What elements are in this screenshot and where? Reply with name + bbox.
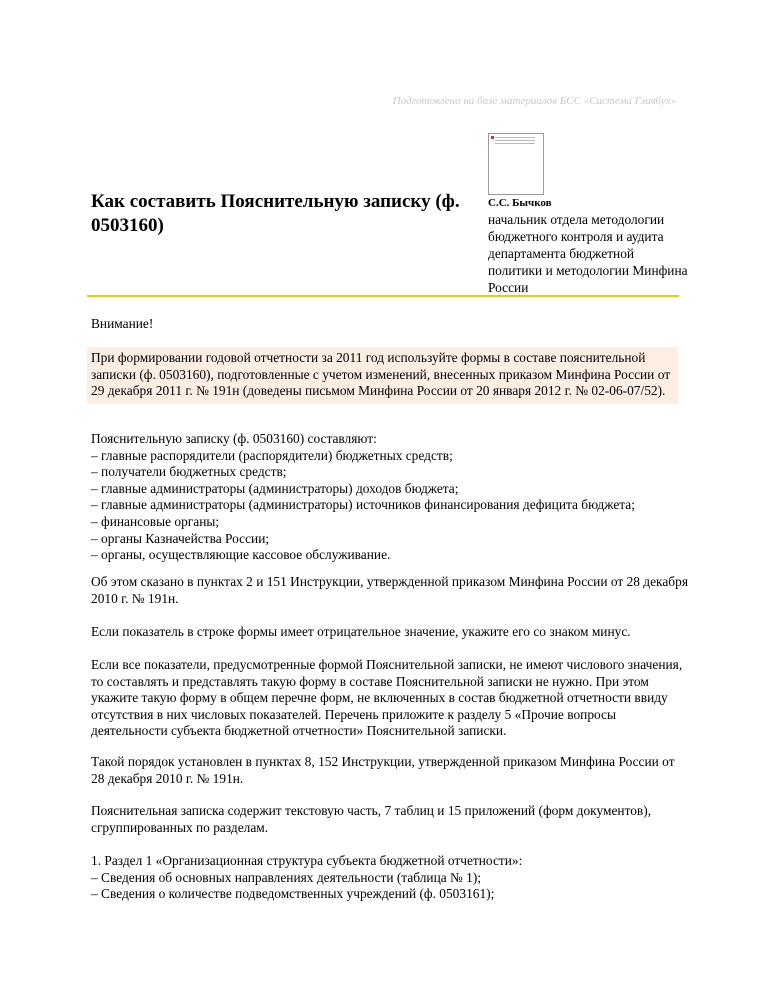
author-photo <box>488 133 544 195</box>
paragraph: Об этом сказано в пунктах 2 и 151 Инструкции, утвержденной приказом Минфина России от 28 декабря 2010 г. № 191н. <box>91 574 688 606</box>
list-item: – получатели бюджетных средств; <box>91 464 287 480</box>
list-item: – Сведения о количестве подведомственных учреждений (ф. 0503161); <box>91 886 495 902</box>
section-1 <box>91 853 691 903</box>
list-item: – Сведения об основных направлениях деятельности (таблица № 1); <box>91 869 482 885</box>
header-note: Подготовлено на базе материалов БСС «Система Главбух» <box>392 95 676 107</box>
paragraph: Пояснительная записка содержит текстовую часть, 7 таблиц и 15 приложений (форм документов), сгруппированных по разделам. <box>91 803 652 835</box>
divider <box>87 295 679 297</box>
list-item: – финансовые органы; <box>91 513 220 529</box>
paragraph: Такой порядок установлен в пунктах 8, 152 Инструкции, утвержденной приказом Минфина России от 28 декабря 2010 г. № 191н. <box>91 754 675 786</box>
section-heading: 1. Раздел 1 «Организационная структура субъекта бюджетной отчетности»: <box>91 853 523 868</box>
list-item: – главные администраторы (администраторы) источников финансирования дефицита бюджета; <box>91 497 635 513</box>
list-item: – главные администраторы (администраторы) доходов бюджета; <box>91 480 459 496</box>
paragraph: Если показатель в строке формы имеет отрицательное значение, укажите его со знаком минус. <box>91 624 631 639</box>
paragraph: Если все показатели, предусмотренные формой Пояснительной записки, не имеют числового значения, то составлять и представлять такую форму в составе Пояснительной записки не нужно. При этом укажите такую форму в общем перечне форм, не включенных в состав бюджетной отчетности ввиду отсутствия в них числовых показателей. Перечень приложите к разделу 5 «Прочие вопросы деятельности субъекта бюджетной отчетности» Пояснительной записки. <box>91 657 683 739</box>
page-title: Как составить Пояснительную записку (ф. 0503160) <box>91 191 460 236</box>
compilers-list <box>91 431 691 564</box>
warning-label: Внимание! <box>91 316 154 331</box>
author-position: начальник отдела методологии бюджетного контроля и аудита департамента бюджетной политики и методологии Минфина России <box>488 212 688 295</box>
list-item: – органы Казначейства России; <box>91 530 270 546</box>
list-item: – органы, осуществляющие кассовое обслуживание. <box>91 547 391 563</box>
list-item: – главные распорядители (распорядители) бюджетных средств; <box>91 447 453 463</box>
warning-box: При формировании годовой отчетности за 2011 год используйте формы в составе пояснительной записки (ф. 0503160), подготовленные с учетом изменений, внесенных приказом Минфина России от 29 декабря 2011 г. № 191н (доведены письмом Минфина России от 20 января 2012 г. № 02-06-07/52). <box>87 347 678 404</box>
compilers-intro: Пояснительную записку (ф. 0503160) составляют: <box>91 431 377 446</box>
author-name: С.С. Бычков <box>488 197 552 209</box>
author-block <box>488 196 688 296</box>
